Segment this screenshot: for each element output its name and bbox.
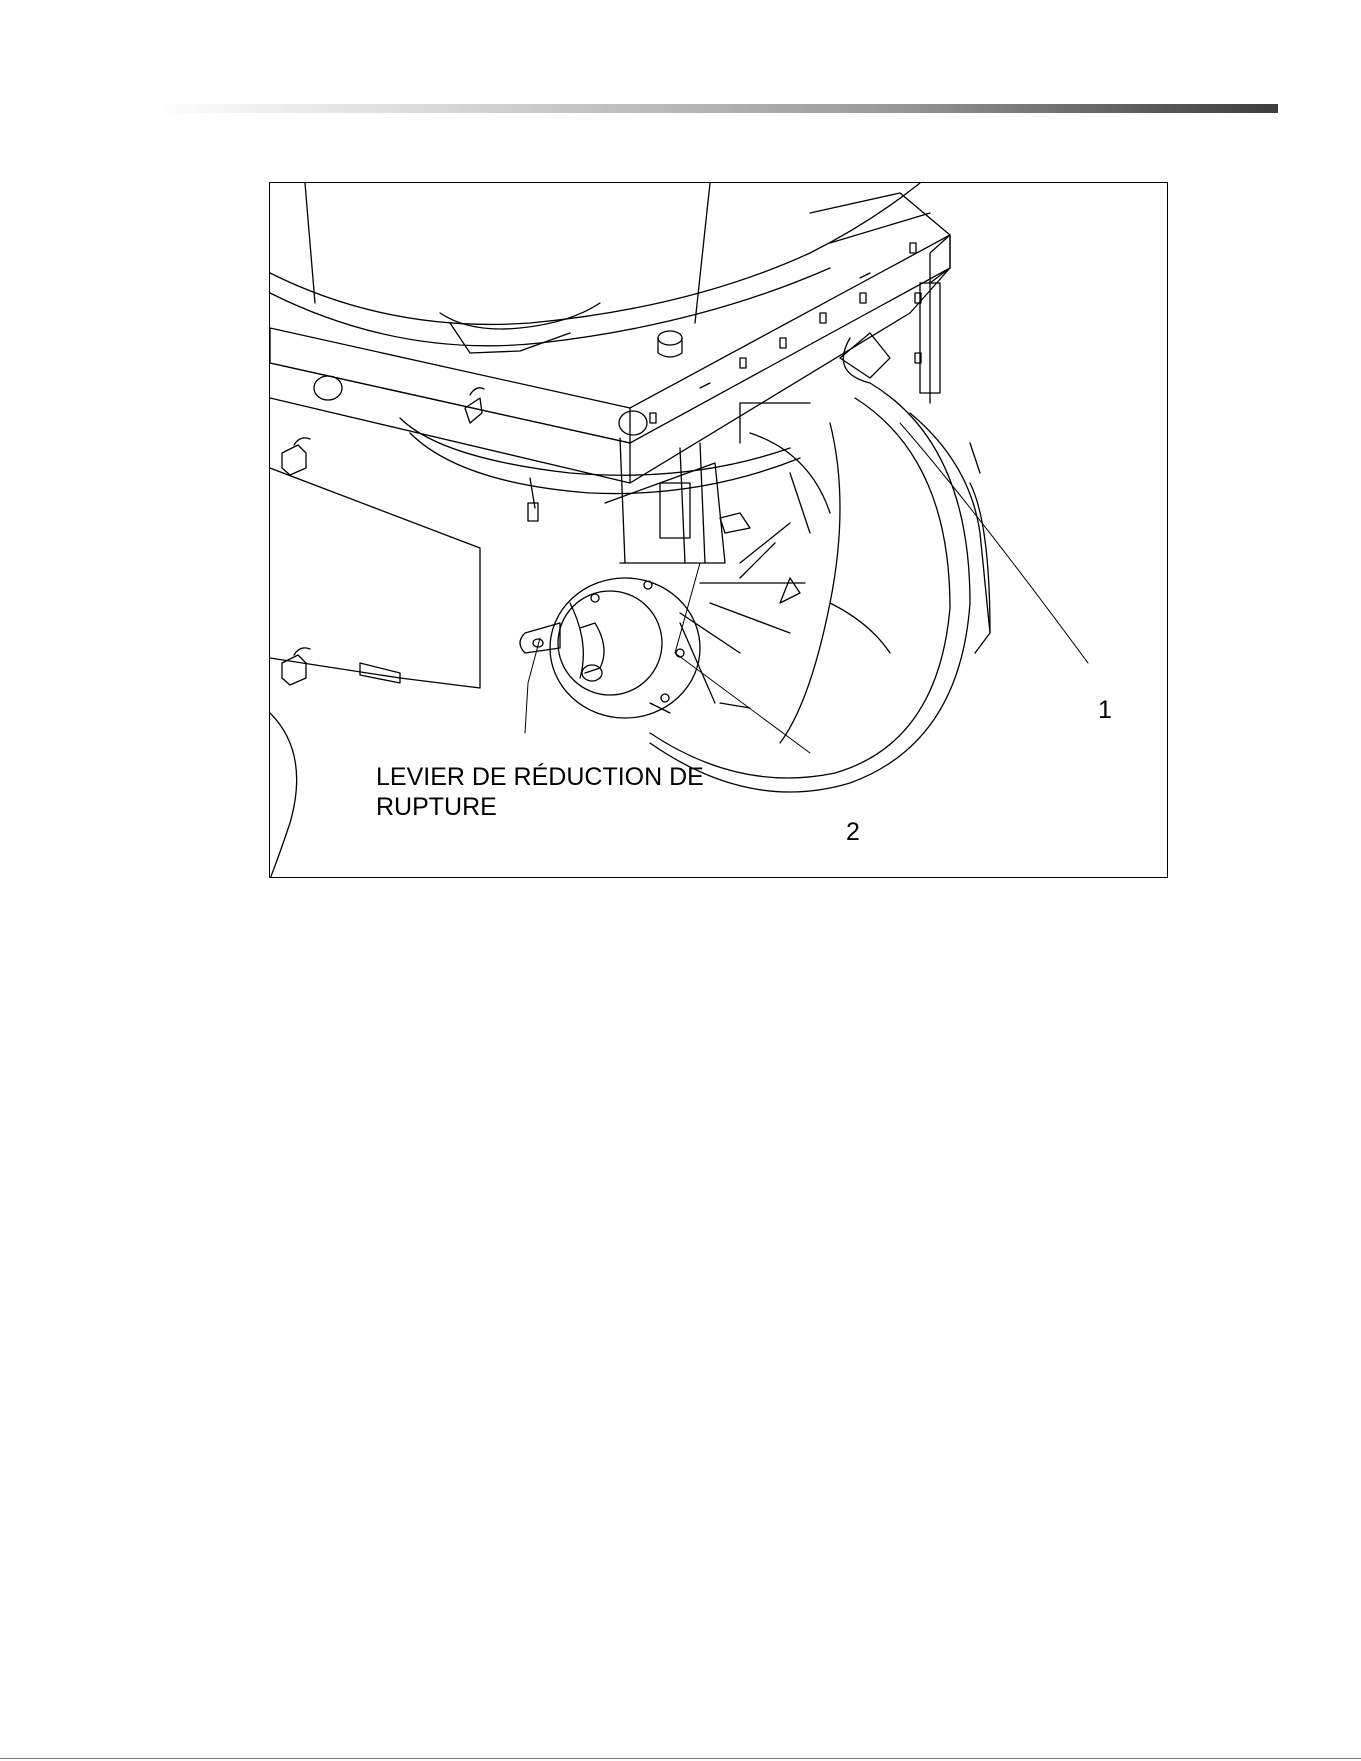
callout-label-2: 2 xyxy=(846,818,860,846)
header-gradient-rule xyxy=(150,104,1278,113)
callout-label-1: 1 xyxy=(1098,696,1112,724)
top-bolt xyxy=(658,331,682,357)
callout-lever-line1: LEVIER DE RÉDUCTION DE xyxy=(376,763,704,791)
callout-label-lever xyxy=(376,762,756,822)
motor-assembly xyxy=(520,438,725,718)
frame-beam xyxy=(270,193,950,483)
hopper-cone xyxy=(270,183,920,353)
fan-spokes xyxy=(650,513,805,713)
callout-lever-line2: RUPTURE xyxy=(376,793,497,821)
leader-lines xyxy=(525,423,1088,753)
footer-rule xyxy=(0,1758,1361,1759)
leader-line-1 xyxy=(900,423,1088,663)
